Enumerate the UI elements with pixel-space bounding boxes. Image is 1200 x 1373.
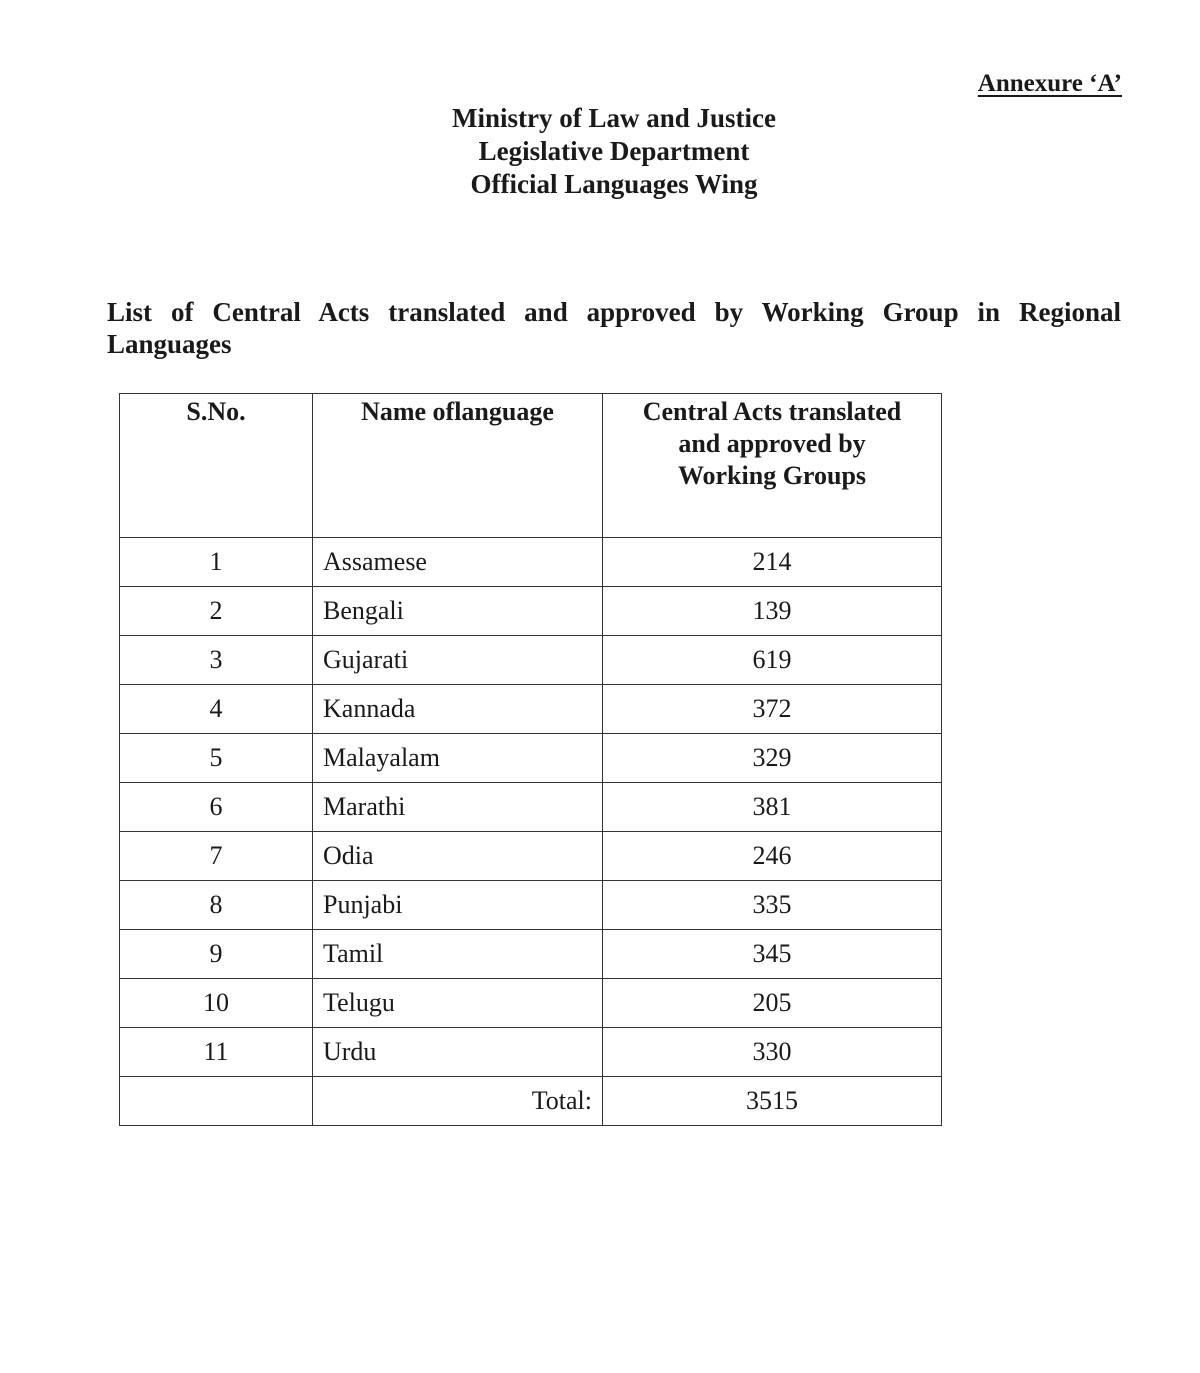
cell-sno: 2 [120, 587, 313, 636]
cell-sno: 3 [120, 636, 313, 685]
cell-language: Bengali [313, 587, 603, 636]
cell-sno: 7 [120, 832, 313, 881]
cell-acts: 139 [603, 587, 942, 636]
cell-acts: 372 [603, 685, 942, 734]
list-title [107, 296, 1121, 360]
table-row [120, 636, 942, 685]
cell-sno: 5 [120, 734, 313, 783]
table-row [120, 734, 942, 783]
cell-acts: 381 [603, 783, 942, 832]
header-language: Name oflanguage [313, 394, 603, 538]
cell-sno: 4 [120, 685, 313, 734]
total-value: 3515 [603, 1077, 942, 1126]
ministry-name: Ministry of Law and Justice [452, 103, 776, 133]
cell-acts: 205 [603, 979, 942, 1028]
cell-acts: 345 [603, 930, 942, 979]
cell-sno: 10 [120, 979, 313, 1028]
cell-sno: 6 [120, 783, 313, 832]
cell-language: Gujarati [313, 636, 603, 685]
header-sno: S.No. [120, 394, 313, 538]
cell-sno: 9 [120, 930, 313, 979]
table-row [120, 930, 942, 979]
cell-sno: 11 [120, 1028, 313, 1077]
cell-language: Urdu [313, 1028, 603, 1077]
table-row [120, 685, 942, 734]
cell-language: Malayalam [313, 734, 603, 783]
table-row [120, 587, 942, 636]
department-name: Legislative Department [478, 136, 750, 166]
cell-language: Telugu [313, 979, 603, 1028]
table-row [120, 538, 942, 587]
cell-empty [120, 1077, 313, 1126]
table-row [120, 881, 942, 930]
cell-language: Assamese [313, 538, 603, 587]
cell-language: Punjabi [313, 881, 603, 930]
header-acts-line2: and approved by [678, 429, 866, 458]
cell-sno: 1 [120, 538, 313, 587]
list-title-line1: List of Central Acts translated and approved by Working Group in Regional [107, 297, 1121, 327]
header-acts-line3: Working Groups [677, 461, 867, 490]
cell-language: Odia [313, 832, 603, 881]
table-row [120, 783, 942, 832]
cell-acts: 335 [603, 881, 942, 930]
cell-language: Kannada [313, 685, 603, 734]
cell-acts: 330 [603, 1028, 942, 1077]
header-acts-line1: Central Acts translated [642, 397, 902, 426]
annexure-label: Annexure ‘A’ [977, 70, 1122, 97]
table-row [120, 1028, 942, 1077]
cell-language: Tamil [313, 930, 603, 979]
cell-acts: 246 [603, 832, 942, 881]
list-title-line2: Languages [107, 329, 232, 359]
total-label: Total: [313, 1077, 603, 1126]
document-heading [0, 102, 1200, 201]
total-row [120, 1077, 942, 1126]
cell-acts: 214 [603, 538, 942, 587]
cell-sno: 8 [120, 881, 313, 930]
table-row [120, 832, 942, 881]
acts-table [119, 393, 942, 1126]
wing-name: Official Languages Wing [470, 169, 758, 199]
header-acts [603, 394, 942, 538]
cell-language: Marathi [313, 783, 603, 832]
table-row [120, 979, 942, 1028]
cell-acts: 329 [603, 734, 942, 783]
table-header-row [120, 394, 942, 538]
cell-acts: 619 [603, 636, 942, 685]
